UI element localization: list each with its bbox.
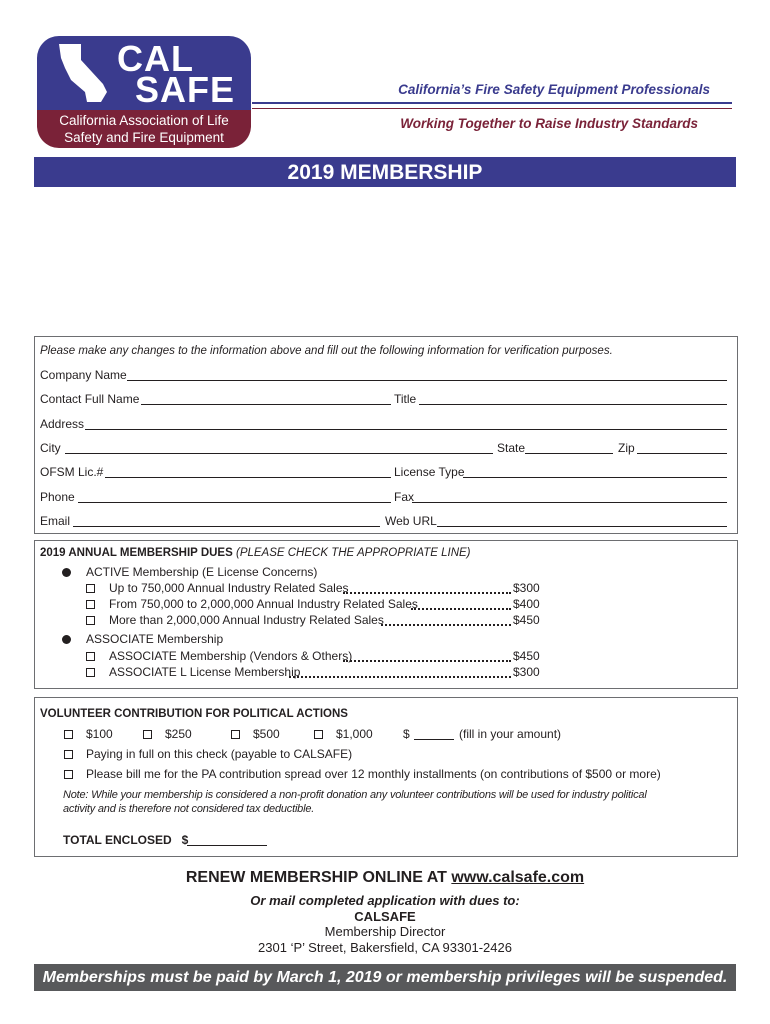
company-field[interactable] — [127, 380, 727, 381]
associate-bullet-icon — [62, 635, 71, 644]
mail-org: CALSAFE — [354, 909, 416, 924]
associate-tier1-checkbox[interactable] — [86, 652, 95, 661]
bill-monthly-label: Please bill me for the PA contribution spread over 12 monthly installments (on contributions of $500 or more) — [86, 767, 661, 781]
title-field[interactable] — [419, 404, 727, 405]
total-enclosed-field[interactable] — [187, 845, 267, 846]
amount-250-checkbox[interactable] — [143, 730, 152, 739]
city-field[interactable] — [65, 453, 493, 454]
amount-1000-label: $1,000 — [336, 727, 373, 741]
leader-dots — [343, 660, 511, 662]
renew-online-text: RENEW MEMBERSHIP ONLINE AT — [185, 869, 452, 886]
zip-label: Zip — [618, 441, 635, 455]
title-label: Title — [394, 392, 417, 406]
contact-info-section — [34, 336, 738, 534]
logo-safe-text: SAFE — [135, 69, 236, 110]
amount-100-label: $100 — [86, 727, 113, 741]
amount-500-checkbox[interactable] — [231, 730, 240, 739]
leader-dots — [343, 592, 511, 594]
active-tier1-price: $300 — [513, 581, 540, 595]
associate-tier1-label: ASSOCIATE Membership (Vendors & Others) — [109, 649, 353, 663]
email-field[interactable] — [73, 526, 380, 527]
active-tier3-label: More than 2,000,000 Annual Industry Related Sales — [109, 613, 384, 627]
ofsm-field[interactable] — [105, 477, 391, 478]
tagline-standards: Working Together to Raise Industry Standards — [400, 116, 698, 131]
phone-field[interactable] — [78, 502, 391, 503]
contact-label: Contact Full Name — [40, 392, 140, 406]
leader-dots — [289, 676, 511, 678]
tagline-professionals: California’s Fire Safety Equipment Professionals — [398, 82, 710, 97]
license-type-label: License Type — [394, 465, 465, 479]
associate-tier2-label: ASSOCIATE L License Membership — [109, 665, 301, 679]
volunteer-contribution-section — [34, 697, 738, 857]
state-field[interactable] — [525, 453, 613, 454]
california-state-icon — [57, 42, 113, 104]
calsafe-website-link[interactable]: www.calsafe.com — [451, 869, 585, 886]
intro-text: Please make any changes to the information above and fill out the following information for verification purposes. — [40, 345, 613, 357]
company-label: Company Name — [40, 368, 127, 382]
logo-subtitle — [37, 112, 251, 146]
logo-cal-text: CAL — [117, 38, 194, 79]
volunteer-note-line1: Note: While your membership is considered a non-profit donation any volunteer contributions will be used for industry political — [63, 789, 647, 801]
pay-in-full-checkbox[interactable] — [64, 750, 73, 759]
custom-amount-hint: (fill in your amount) — [459, 727, 562, 741]
leader-dots — [381, 624, 511, 626]
renew-online — [0, 869, 770, 887]
associate-tier2-price: $300 — [513, 665, 540, 679]
active-tier2-label: From 750,000 to 2,000,000 Annual Industry Related Sales — [109, 597, 418, 611]
email-label: Email — [40, 514, 71, 528]
state-label: State — [497, 441, 526, 455]
mail-address: 2301 ‘P’ Street, Bakersfield, CA 93301-2426 — [258, 940, 512, 955]
fax-label: Fax — [394, 490, 415, 504]
zip-field[interactable] — [637, 453, 727, 454]
associate-tier2-checkbox[interactable] — [86, 668, 95, 677]
calsafe-logo — [37, 36, 251, 148]
logo-subtitle-line2: Safety and Fire Equipment — [64, 130, 224, 145]
web-field[interactable] — [437, 526, 727, 527]
active-tier3-price: $450 — [513, 613, 540, 627]
mail-director: Membership Director — [324, 924, 446, 939]
bill-monthly-checkbox[interactable] — [64, 770, 73, 779]
custom-amount-field[interactable] — [414, 739, 454, 740]
city-label: City — [40, 441, 61, 455]
fax-field[interactable] — [412, 502, 727, 503]
header-rule-maroon — [252, 108, 732, 109]
address-label: Address — [40, 417, 85, 431]
amount-500-label: $500 — [253, 727, 280, 741]
total-enclosed-label: TOTAL ENCLOSED $ — [63, 833, 189, 847]
active-tier3-checkbox[interactable] — [86, 616, 95, 625]
active-tier1-label: Up to 750,000 Annual Industry Related Sales — [109, 581, 349, 595]
associate-membership-label: ASSOCIATE Membership — [86, 632, 224, 646]
dues-heading-text: 2019 ANNUAL MEMBERSHIP DUES — [40, 547, 233, 559]
pay-in-full-label: Paying in full on this check (payable to CALSAFE) — [86, 747, 353, 761]
amount-250-label: $250 — [165, 727, 192, 741]
volunteer-note-line2: activity and is therefore not considered tax deductible. — [63, 803, 315, 815]
active-tier2-price: $400 — [513, 597, 540, 611]
dues-heading-note: (PLEASE CHECK THE APPROPRIATE LINE) — [235, 547, 471, 559]
payment-deadline-banner: Memberships must be paid by March 1, 2019 or membership privileges will be suspended. — [34, 964, 736, 991]
leader-dots — [411, 608, 511, 610]
page-title: 2019 MEMBERSHIP — [34, 157, 736, 187]
address-field[interactable] — [85, 429, 727, 430]
dues-heading — [40, 546, 471, 560]
associate-tier1-price: $450 — [513, 649, 540, 663]
custom-amount-prefix: $ — [403, 727, 410, 741]
mail-instructions: Or mail completed application with dues to: — [250, 893, 520, 908]
contact-field[interactable] — [141, 404, 391, 405]
header-rule-blue — [252, 102, 732, 104]
web-label: Web URL — [385, 514, 437, 528]
membership-dues-section — [34, 540, 738, 689]
license-type-field[interactable] — [463, 477, 727, 478]
amount-1000-checkbox[interactable] — [314, 730, 323, 739]
amount-100-checkbox[interactable] — [64, 730, 73, 739]
active-bullet-icon — [62, 568, 71, 577]
phone-label: Phone — [40, 490, 75, 504]
logo-subtitle-line1: California Association of Life — [59, 113, 229, 128]
volunteer-heading: VOLUNTEER CONTRIBUTION FOR POLITICAL ACTIONS — [40, 708, 348, 720]
active-tier2-checkbox[interactable] — [86, 600, 95, 609]
ofsm-label: OFSM Lic.# — [40, 465, 104, 479]
active-tier1-checkbox[interactable] — [86, 584, 95, 593]
active-membership-label: ACTIVE Membership (E License Concerns) — [86, 565, 318, 579]
